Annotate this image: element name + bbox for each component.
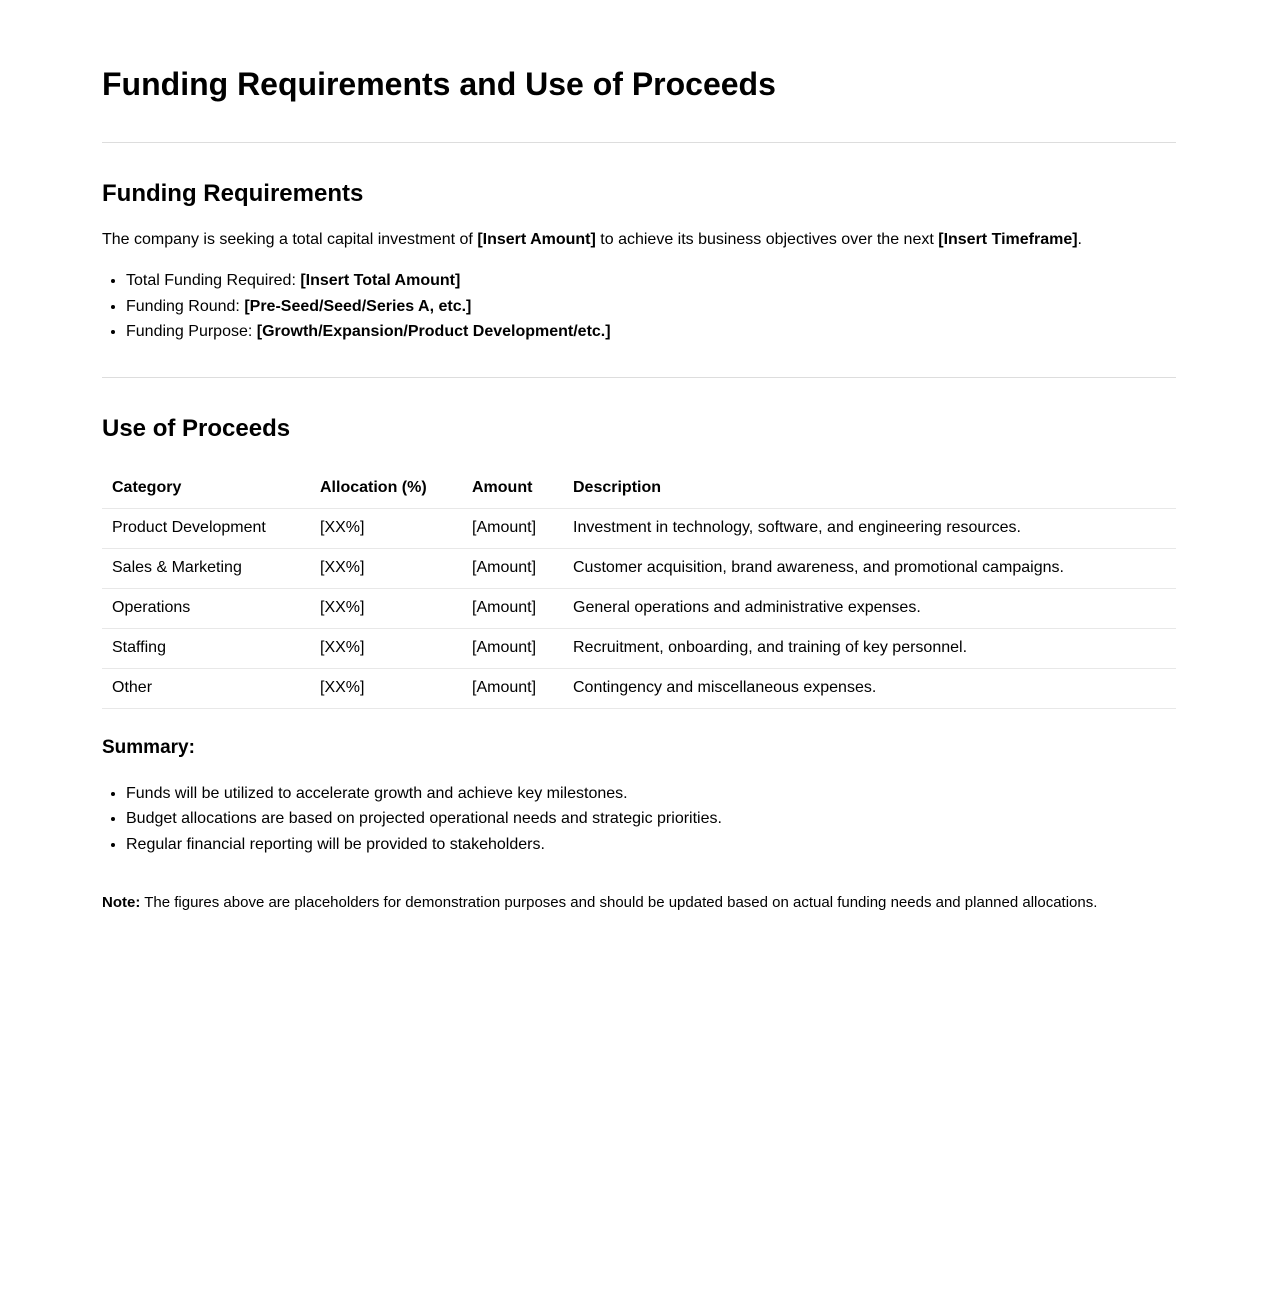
intro-paragraph — [102, 227, 1176, 253]
insert-amount-placeholder: [Insert Amount] — [477, 231, 596, 248]
column-header-amount: Amount — [462, 469, 563, 509]
cell-description: Recruitment, onboarding, and training of key personnel. — [563, 628, 1176, 668]
item-label: Funding Round: — [126, 297, 245, 315]
cell-amount: [Amount] — [462, 508, 563, 548]
cell-description: Customer acquisition, brand awareness, and promotional campaigns. — [563, 548, 1176, 588]
cell-description: Investment in technology, software, and engineering resources. — [563, 508, 1176, 548]
table-header-row — [102, 469, 1176, 509]
document-page — [102, 0, 1176, 914]
list-item-funding-purpose — [126, 319, 1176, 345]
note-paragraph — [102, 892, 1176, 914]
intro-text: The company is seeking a total capital investment of — [102, 231, 478, 248]
cell-allocation: [XX%] — [310, 628, 462, 668]
table-row — [102, 548, 1176, 588]
funding-details-list — [102, 268, 1176, 345]
funding-requirements-section — [102, 178, 1176, 345]
cell-allocation: [XX%] — [310, 668, 462, 708]
item-value: [Pre-Seed/Seed/Series A, etc.] — [244, 297, 472, 315]
cell-amount: [Amount] — [462, 668, 563, 708]
column-header-description: Description — [563, 469, 1176, 509]
cell-description: General operations and administrative expenses. — [563, 588, 1176, 628]
column-header-category: Category — [102, 469, 310, 509]
list-item-total-funding — [126, 268, 1176, 294]
summary-item: • Budget allocations are based on projected operational needs and strategic priorities. — [126, 806, 1176, 832]
cell-category: Sales & Marketing — [102, 548, 310, 588]
intro-text: . — [1077, 231, 1082, 248]
item-label: Total Funding Required: — [126, 272, 301, 289]
proceeds-table — [102, 469, 1176, 709]
page-title: Funding Requirements and Use of Proceeds — [102, 66, 776, 102]
section-heading-funding-requirements: Funding Requirements — [102, 180, 364, 207]
note-label: Note: — [102, 894, 141, 911]
item-value: [Insert Total Amount] — [300, 272, 461, 289]
cell-category: Product Development — [102, 508, 310, 548]
item-value: [Growth/Expansion/Product Development/etc.] — [256, 323, 611, 340]
cell-category: Staffing — [102, 628, 310, 668]
column-header-allocation: Allocation (%) — [310, 469, 462, 509]
cell-allocation: [XX%] — [310, 548, 462, 588]
section-heading-use-of-proceeds: Use of Proceeds — [102, 414, 291, 442]
cell-category: Other — [102, 668, 310, 708]
list-item-funding-round — [126, 294, 1176, 320]
note-text: The figures above are placeholders for demonstration purposes and should be updated based on actual funding needs and planned allocations. — [140, 894, 1098, 911]
insert-timeframe-placeholder: [Insert Timeframe] — [938, 231, 1078, 248]
divider — [102, 142, 1176, 143]
cell-description: Contingency and miscellaneous expenses. — [563, 668, 1176, 708]
table-row — [102, 628, 1176, 668]
divider — [102, 377, 1176, 378]
cell-amount: [Amount] — [462, 588, 563, 628]
cell-allocation: [XX%] — [310, 588, 462, 628]
intro-text: to achieve its business objectives over the next — [595, 231, 939, 248]
cell-category: Operations — [102, 588, 310, 628]
summary-item: • Regular financial reporting will be provided to stakeholders. — [126, 832, 1176, 858]
summary-item: • Funds will be utilized to accelerate growth and achieve key milestones. — [126, 781, 1176, 807]
item-label: Funding Purpose: — [126, 323, 257, 340]
use-of-proceeds-section — [102, 413, 1176, 915]
table-row — [102, 508, 1176, 548]
cell-amount: [Amount] — [462, 628, 563, 668]
table-row — [102, 668, 1176, 708]
cell-amount: [Amount] — [462, 548, 563, 588]
summary-heading: Summary: — [102, 736, 195, 758]
cell-allocation: [XX%] — [310, 508, 462, 548]
summary-list — [102, 781, 1176, 858]
table-row — [102, 588, 1176, 628]
